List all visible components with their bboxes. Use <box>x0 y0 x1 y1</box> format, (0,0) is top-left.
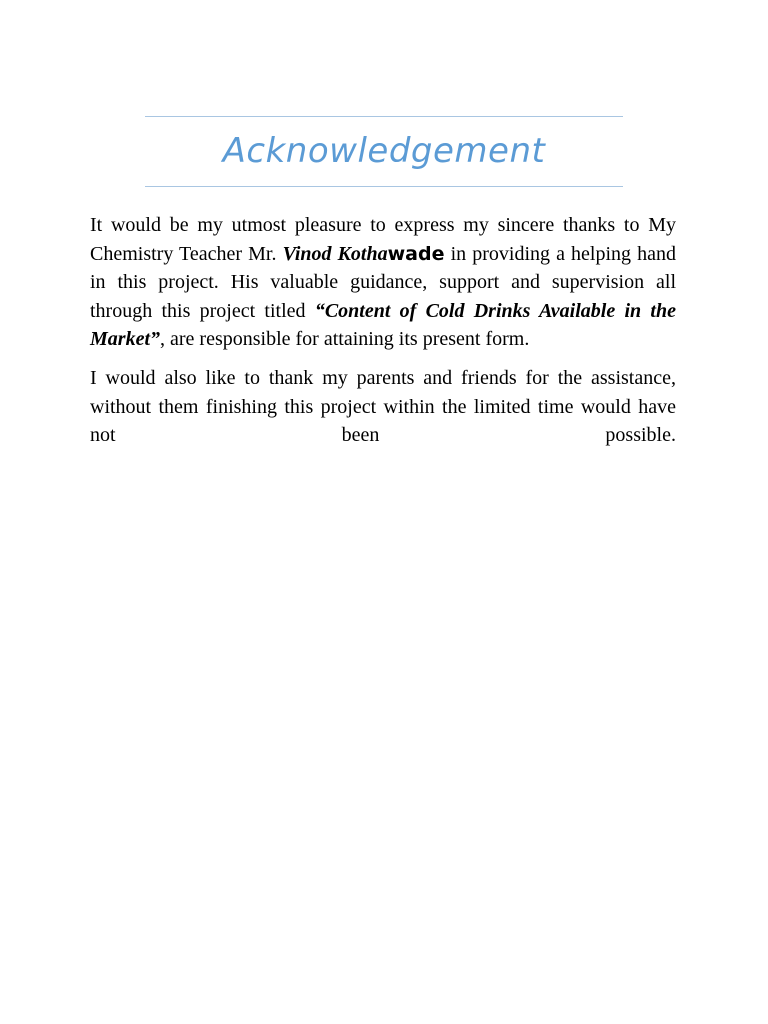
paragraph-2: I would also like to thank my parents and friends for the assistance, without them finishing this project within the limited time would have not been possible. <box>90 366 676 447</box>
paragraph-1-text-b: in providing a helping hand in this project. His valuable guidance, support and supervision all through this project titled <box>90 242 677 322</box>
teacher-name-first: Vinod Kotha <box>282 242 388 265</box>
body-text <box>90 211 676 450</box>
title-block <box>145 116 623 187</box>
project-title: “Content of Cold Drinks Available in the Market” <box>90 299 676 351</box>
paragraph-1 <box>90 211 676 354</box>
paragraph-1-text-a: It would be my utmost pleasure to express my sincere thanks to My Chemistry Teacher Mr. <box>90 214 676 265</box>
paragraph-1-text-c: , are responsible for attaining its present form. <box>160 328 530 351</box>
teacher-name-last: wade <box>387 242 445 265</box>
page-title: Acknowledgement <box>222 131 546 171</box>
